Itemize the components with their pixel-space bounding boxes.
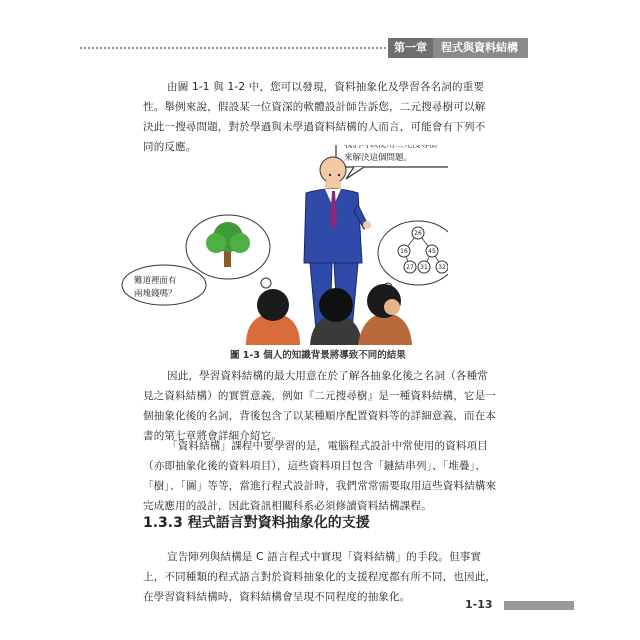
page-number: 1-13 bbox=[465, 598, 493, 611]
speech-text-line2: 來解決這個問題。 bbox=[344, 153, 413, 163]
paragraph-intro: 由圖 1-1 與 1-2 中，您可以發現，資料抽象化及學習各名詞的重要性。舉例來說，假設某一位資深的軟體設計師告訴您，二元搜尋樹可以解決此一搜尋問題，對於學過與未學過資料結構的人而言，可能會有下列不同的反應。 bbox=[143, 81, 486, 153]
thought-bubble-question bbox=[122, 265, 206, 305]
header-dotted-line bbox=[80, 47, 386, 49]
speech-text-line1: 我們可以使用二元搜尋樹 bbox=[344, 145, 438, 150]
chapter-title: 程式與資料結構 bbox=[441, 41, 518, 54]
page-number-bar bbox=[504, 601, 574, 610]
tree-node: 27 bbox=[406, 264, 414, 271]
chapter-number: 第一章 bbox=[388, 38, 433, 58]
tree-node: 26 bbox=[414, 230, 422, 237]
section-number: 1.3.3 bbox=[143, 515, 183, 531]
paragraph-language-support: 宣告陣列與結構是 C 語言程式中實現「資料結構」的手段。但事實上，不同種類的程式語言對於資料抽象化的支援程度都有所不同，也因此，在學習資料結構時，資料結構會呈現不同程度的抽象化。 bbox=[143, 551, 497, 603]
audience bbox=[246, 284, 412, 345]
figure-caption: 圖 1-3 個人的知識背景將導致不同的結果 bbox=[230, 350, 406, 361]
paragraph-abstraction: 因此，學習資料結構的最大用意在於了解各抽象化後之名詞（各種常見之資料結構）的實質意義，例如『二元搜尋樹』是一種資料結構，它是一個抽象化後的名詞，背後包含了以某種順序配置資料等的詳細意義，而在本書的第七章將會詳細介紹它。 bbox=[143, 370, 497, 442]
tree-node: 45 bbox=[428, 248, 436, 255]
tree-node: 31 bbox=[420, 264, 428, 271]
chapter-header bbox=[388, 38, 528, 58]
section-heading bbox=[143, 512, 370, 532]
paragraph-course: 「資料結構」課程中要學習的是，電腦程式設計中常使用的資料項目（亦即抽象化後的資料項目），這些資料項目包含「鏈結串列」、「堆疊」、「樹」、「圖」等等，當進行程式設計時，我們常常需要取用這些資料結構來完成應用的設計，因此資訊相關科系必須修讀資料結構課程。 bbox=[143, 440, 497, 512]
thought-text-line1: 難道裡面有 bbox=[134, 276, 177, 286]
thought-text-line2: 兩塊錢嗎？ bbox=[134, 289, 177, 299]
tree-node: 16 bbox=[400, 248, 408, 255]
tree-node: 32 bbox=[438, 264, 446, 271]
section-title: 程式語言對資料抽象化的支援 bbox=[187, 515, 370, 531]
figure-illustration bbox=[118, 145, 448, 349]
speech-bubble bbox=[336, 145, 448, 179]
